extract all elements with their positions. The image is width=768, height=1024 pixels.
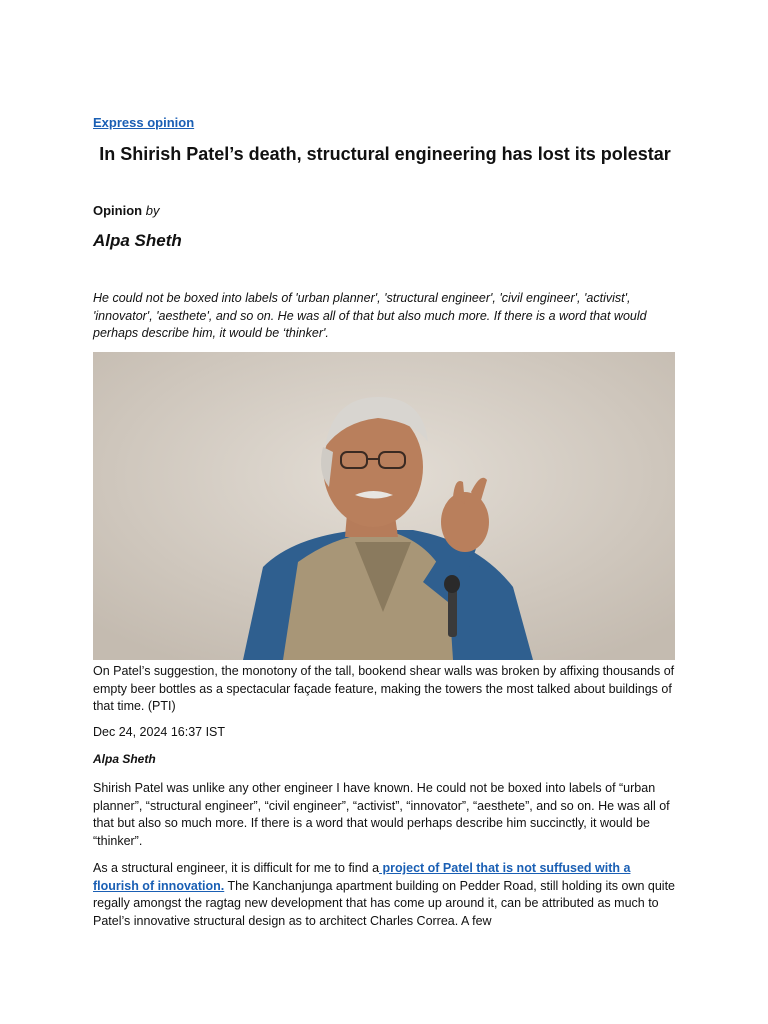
body-paragraph-1: Shirish Patel was unlike any other engineer I have known. He could not be boxed into labels of “urban planner”, “structural engineer”, “civil engineer”, “activist”, “innovator”, “aesthete”, and so on. He was all of that but also so much more. If there is a word that would perhaps describe him succinctly, it would be “thinker”. — [93, 781, 670, 848]
article-photo — [93, 352, 675, 660]
photo-caption: On Patel’s suggestion, the monotony of the tall, bookend shear walls was broken by affixing thousands of empty beer bottles as a spectacular façade feature, making the towers the most talked about buildings of that time. (PTI) — [93, 664, 675, 713]
author-signature: Alpa Sheth — [93, 752, 156, 766]
byline — [93, 203, 159, 218]
body-paragraph-2-text-start: As a structural engineer, it is difficult for me to find a — [93, 861, 380, 875]
byline-kind: Opinion — [93, 203, 143, 218]
publish-date: Dec 24, 2024 16:37 IST — [93, 725, 226, 739]
body-paragraph-2-text-end: The Kanchanjunga apartment building on Pedder Road, still holding its own quite regally amongst the ragtag new development that has come up around it, can be attributed as much to Patel’s innovative structural design as to architect Charles Correa. A few — [93, 878, 676, 928]
article-summary: He could not be boxed into labels of 'urban planner', 'structural engineer', 'civil engineer', 'activist', 'innovator', 'aesthete', and so on. He was all of that but also much more. If there is a word that would perhaps describe him, it would be ‘thinker'. — [93, 291, 647, 340]
body-paragraph-2 — [93, 860, 677, 930]
author-name: Alpa Sheth — [93, 231, 182, 250]
byline-by: by — [145, 203, 160, 218]
photo-portrait-illustration — [93, 352, 675, 660]
headline: In Shirish Patel’s death, structural engineering has lost its polestar — [99, 144, 671, 164]
related-article-link[interactable]: project of Patel that is not suffused with a flourish of innovation. — [93, 861, 631, 893]
section-link[interactable]: Express opinion — [93, 115, 195, 130]
